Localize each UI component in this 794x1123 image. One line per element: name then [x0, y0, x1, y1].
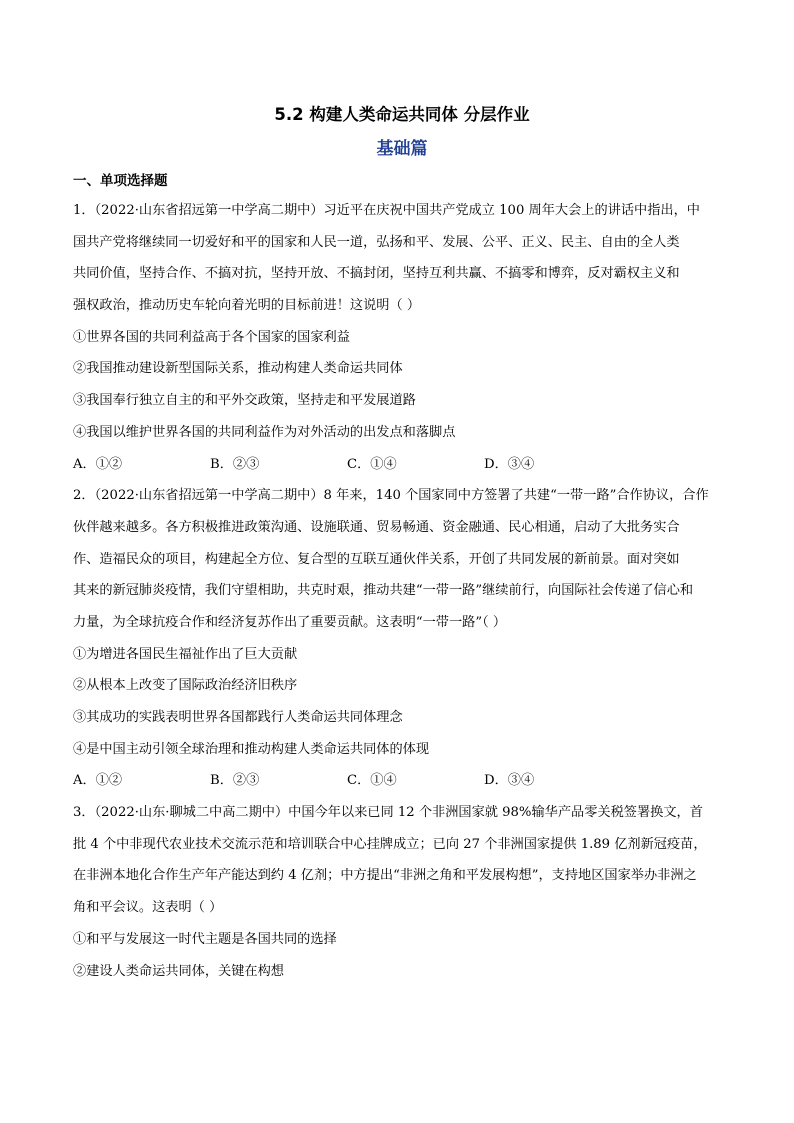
question-stem-line: 强权政治，推动历史车轮向着光明的目标前进！这说明（ ）: [73, 298, 421, 314]
option-b: B．②③: [210, 456, 260, 472]
statement-item: ②我国推动建设新型国际关系，推动构建人类命运共同体: [73, 361, 403, 377]
document-page: [73, 100, 723, 987]
question-3: [73, 797, 723, 987]
statement-item: ①世界各国的共同利益高于各个国家的国家利益: [73, 329, 350, 345]
option-a: A．①②: [73, 456, 123, 472]
statement-item: ④我国以维护世界各国的共同利益作为对外活动的出发点和落脚点: [73, 424, 456, 440]
statement-item: ③我国奉行独立自主的和平外交政策，坚持走和平发展道路: [73, 393, 416, 409]
question-stem-line: 3．（2022·山东·聊城二中高二期中）中国今年以来已同 12 个非洲国家就 98%输华产品零关税签署换文，首: [73, 805, 703, 821]
statement-item: ②建设人类命运共同体，关键在构想: [73, 963, 284, 979]
option-d: D．③④: [484, 773, 535, 789]
question-stem-line: 1．（2022·山东省招远第一中学高二期中）习近平在庆祝中国共产党成立 100 周年大会上的讲话中指出，中: [73, 203, 700, 218]
option-c: C．①④: [347, 773, 397, 789]
option-d: D．③④: [484, 456, 535, 472]
question-1: [73, 195, 723, 480]
question-stem-line: 批 4 个中非现代农业技术交流示范和培训联合中心挂牌成立；已向 27 个非洲国家提供 1.89 亿剂新冠疫苗，: [73, 836, 707, 852]
question-stem-line: 角和平会议。这表明（ ）: [73, 900, 223, 916]
question-stem-line: 作、造福民众的项目，构建起全方位、复合型的互联互通伙伴关系，开创了共同发展的新前景。面对突如: [73, 551, 680, 567]
option-a: A．①②: [73, 773, 123, 789]
answer-options: [73, 765, 723, 797]
question-stem-line: 国共产党将继续同一切爱好和平的国家和人民一道，弘扬和平、发展、公平、正义、民主、自由的全人类: [73, 234, 680, 250]
question-2: [73, 480, 723, 797]
question-stem-line: 2．（2022·山东省招远第一中学高二期中）8 年来，140 个国家同中方签署了共建“一带一路”合作协议，合作: [73, 488, 709, 504]
statement-item: ①和平与发展这一时代主题是各国共同的选择: [73, 931, 337, 947]
question-stem-line: 力量，为全球抗疫合作和经济复苏作出了重要贡献。这表明“一带一路”（ ）: [73, 614, 507, 630]
statement-item: ②从根本上改变了国际政治经济旧秩序: [73, 678, 298, 694]
statement-item: ④是中国主动引领全球治理和推动构建人类命运共同体的体现: [73, 741, 430, 757]
section-level-title: 基础篇: [376, 139, 428, 159]
question-stem-line: 共同价值，坚持合作、不搞对抗，坚持开放、不搞封闭，坚持互利共赢、不搞零和博弈，反对霸权主义和: [73, 266, 680, 282]
question-stem-line: 在非洲本地化合作生产年产能达到约 4 亿剂；中方提出“非洲之角和平发展构想”，支持地区国家举办非洲之: [73, 868, 697, 884]
question-type-heading: 一、单项选择题: [73, 173, 168, 189]
option-c: C．①④: [347, 456, 397, 472]
statement-item: ③其成功的实践表明世界各国都践行人类命运共同体理念: [73, 710, 403, 725]
option-b: B．②③: [210, 773, 260, 789]
question-stem-line: 伙伴越来越多。各方积极推进政策沟通、设施联通、贸易畅通、资金融通、民心相通，启动了大批务实合: [73, 519, 680, 535]
document-title: 5.2 构建人类命运共同体 分层作业: [274, 105, 530, 124]
question-stem-line: 其来的新冠肺炎疫情，我们守望相助，共克时艰，推动共建“一带一路”继续前行，向国际社会传递了信心和: [73, 583, 694, 599]
statement-item: ①为增进各国民生福祉作出了巨大贡献: [73, 646, 298, 662]
answer-options: [73, 449, 723, 481]
